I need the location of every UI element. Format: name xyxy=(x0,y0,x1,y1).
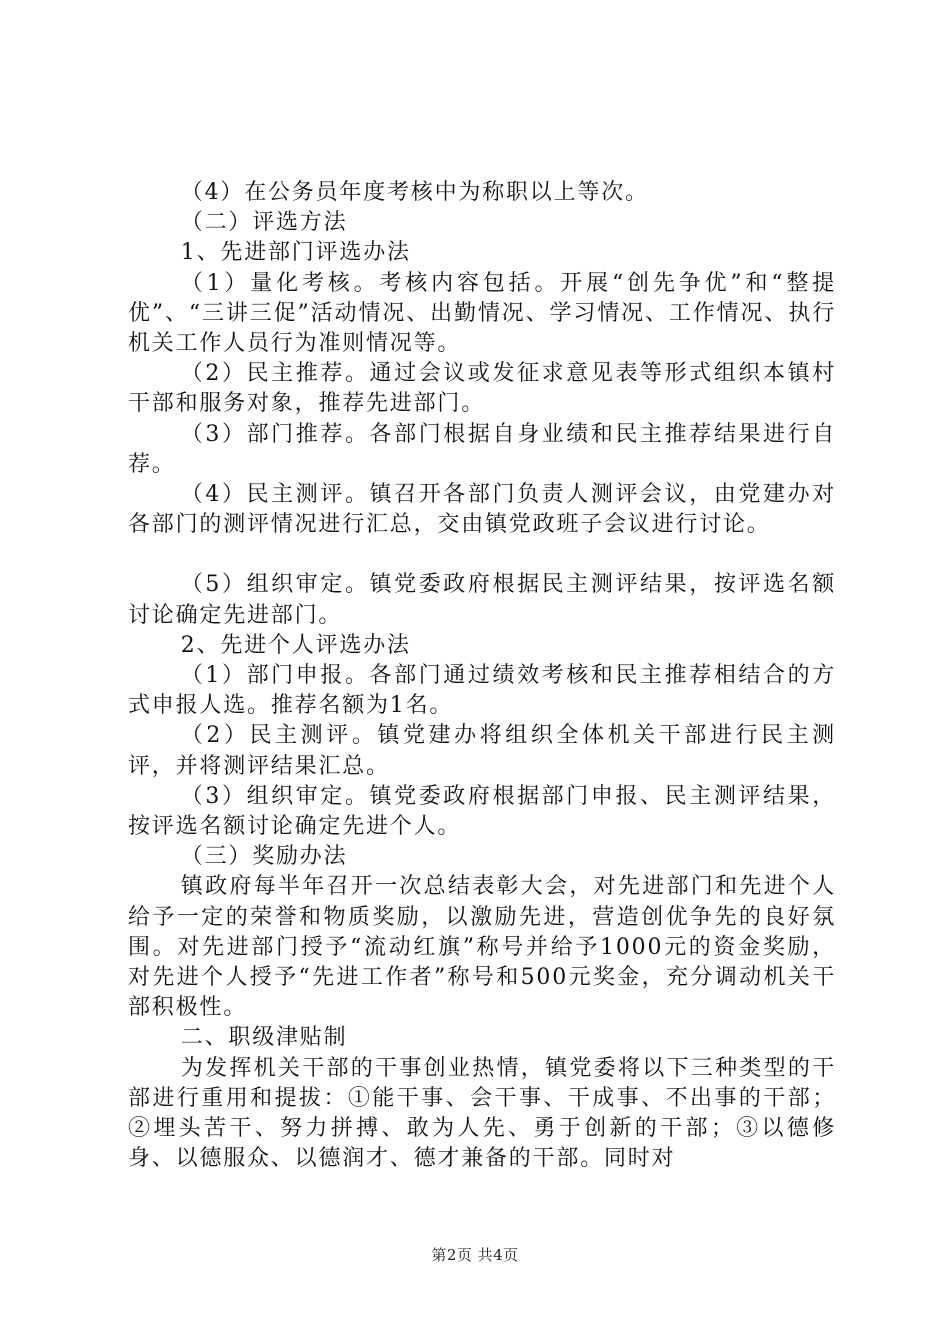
paragraph-organization-review: （5）组织审定。镇党委政府根据民主测评结果，按评选名额讨论确定先进部门。 xyxy=(128,572,836,628)
paragraph-cadre-promotion: 为发挥机关干部的干事创业热情，镇党委将以下三种类型的干部进行重用和提拔：①能干事、会干事、干成事、不出事的干部；②埋头苦干、努力拼搏、敢为人先、勇于创新的干部；③以德修身、以德服众、以德润才、德才兼备的干部。同时对 xyxy=(128,1055,836,1172)
page-footer: 第2页 共4页 xyxy=(431,1246,519,1264)
paragraph-democratic-recommendation: （2）民主推荐。通过会议或发征求意见表等形式组织本镇村干部和服务对象，推荐先进部门。 xyxy=(128,361,836,417)
subheading-advanced-department: 1、先进部门评选办法 xyxy=(180,240,411,266)
paragraph-quantified-assessment: （1）量化考核。考核内容包括。开展“创先争优”和“整提优”、“三讲三促”活动情况、出勤情况、学习情况、工作情况、执行机关工作人员行为准则情况等。 xyxy=(128,270,836,357)
section-heading-selection-method: （二）评选方法 xyxy=(180,210,348,236)
paragraph-criterion-4: （4）在公务员年度考核中为称职以上等次。 xyxy=(180,180,649,205)
subheading-advanced-individual: 2、先进个人评选办法 xyxy=(180,632,411,658)
paragraph-reward-details: 镇政府每半年召开一次总结表彰大会，对先进部门和先进个人给予一定的荣誉和物质奖励，以激励先进，营造创优争先的良好氛围。对先进部门授予“流动红旗”称号并给予1000元的资金奖励，对先进个人授予“先进工作者”称号和500元奖金，充分调动机关干部积极性。 xyxy=(128,874,836,1021)
paragraph-individual-review: （3）组织审定。镇党委政府根据部门申报、民主测评结果，按评选名额讨论确定先进个人。 xyxy=(128,783,836,840)
document-body xyxy=(128,178,836,1175)
paragraph-democratic-evaluation: （4）民主测评。镇召开各部门负责人测评会议，由党建办对各部门的测评情况进行汇总，交由镇党政班子会议进行讨论。 xyxy=(128,482,836,538)
section-heading-rank-allowance: 二、职级津贴制 xyxy=(180,1025,348,1051)
section-heading-reward-method: （三）奖励办法 xyxy=(180,844,348,870)
paragraph-department-declaration: （1）部门申报。各部门通过绩效考核和民主推荐相结合的方式申报人选。推荐名额为1名。 xyxy=(128,663,836,719)
paragraph-department-recommendation: （3）部门推荐。各部门根据自身业绩和民主推荐结果进行自荐。 xyxy=(128,421,836,477)
paragraph-individual-evaluation: （2）民主测评。镇党建办将组织全体机关干部进行民主测评，并将测评结果汇总。 xyxy=(128,723,836,779)
